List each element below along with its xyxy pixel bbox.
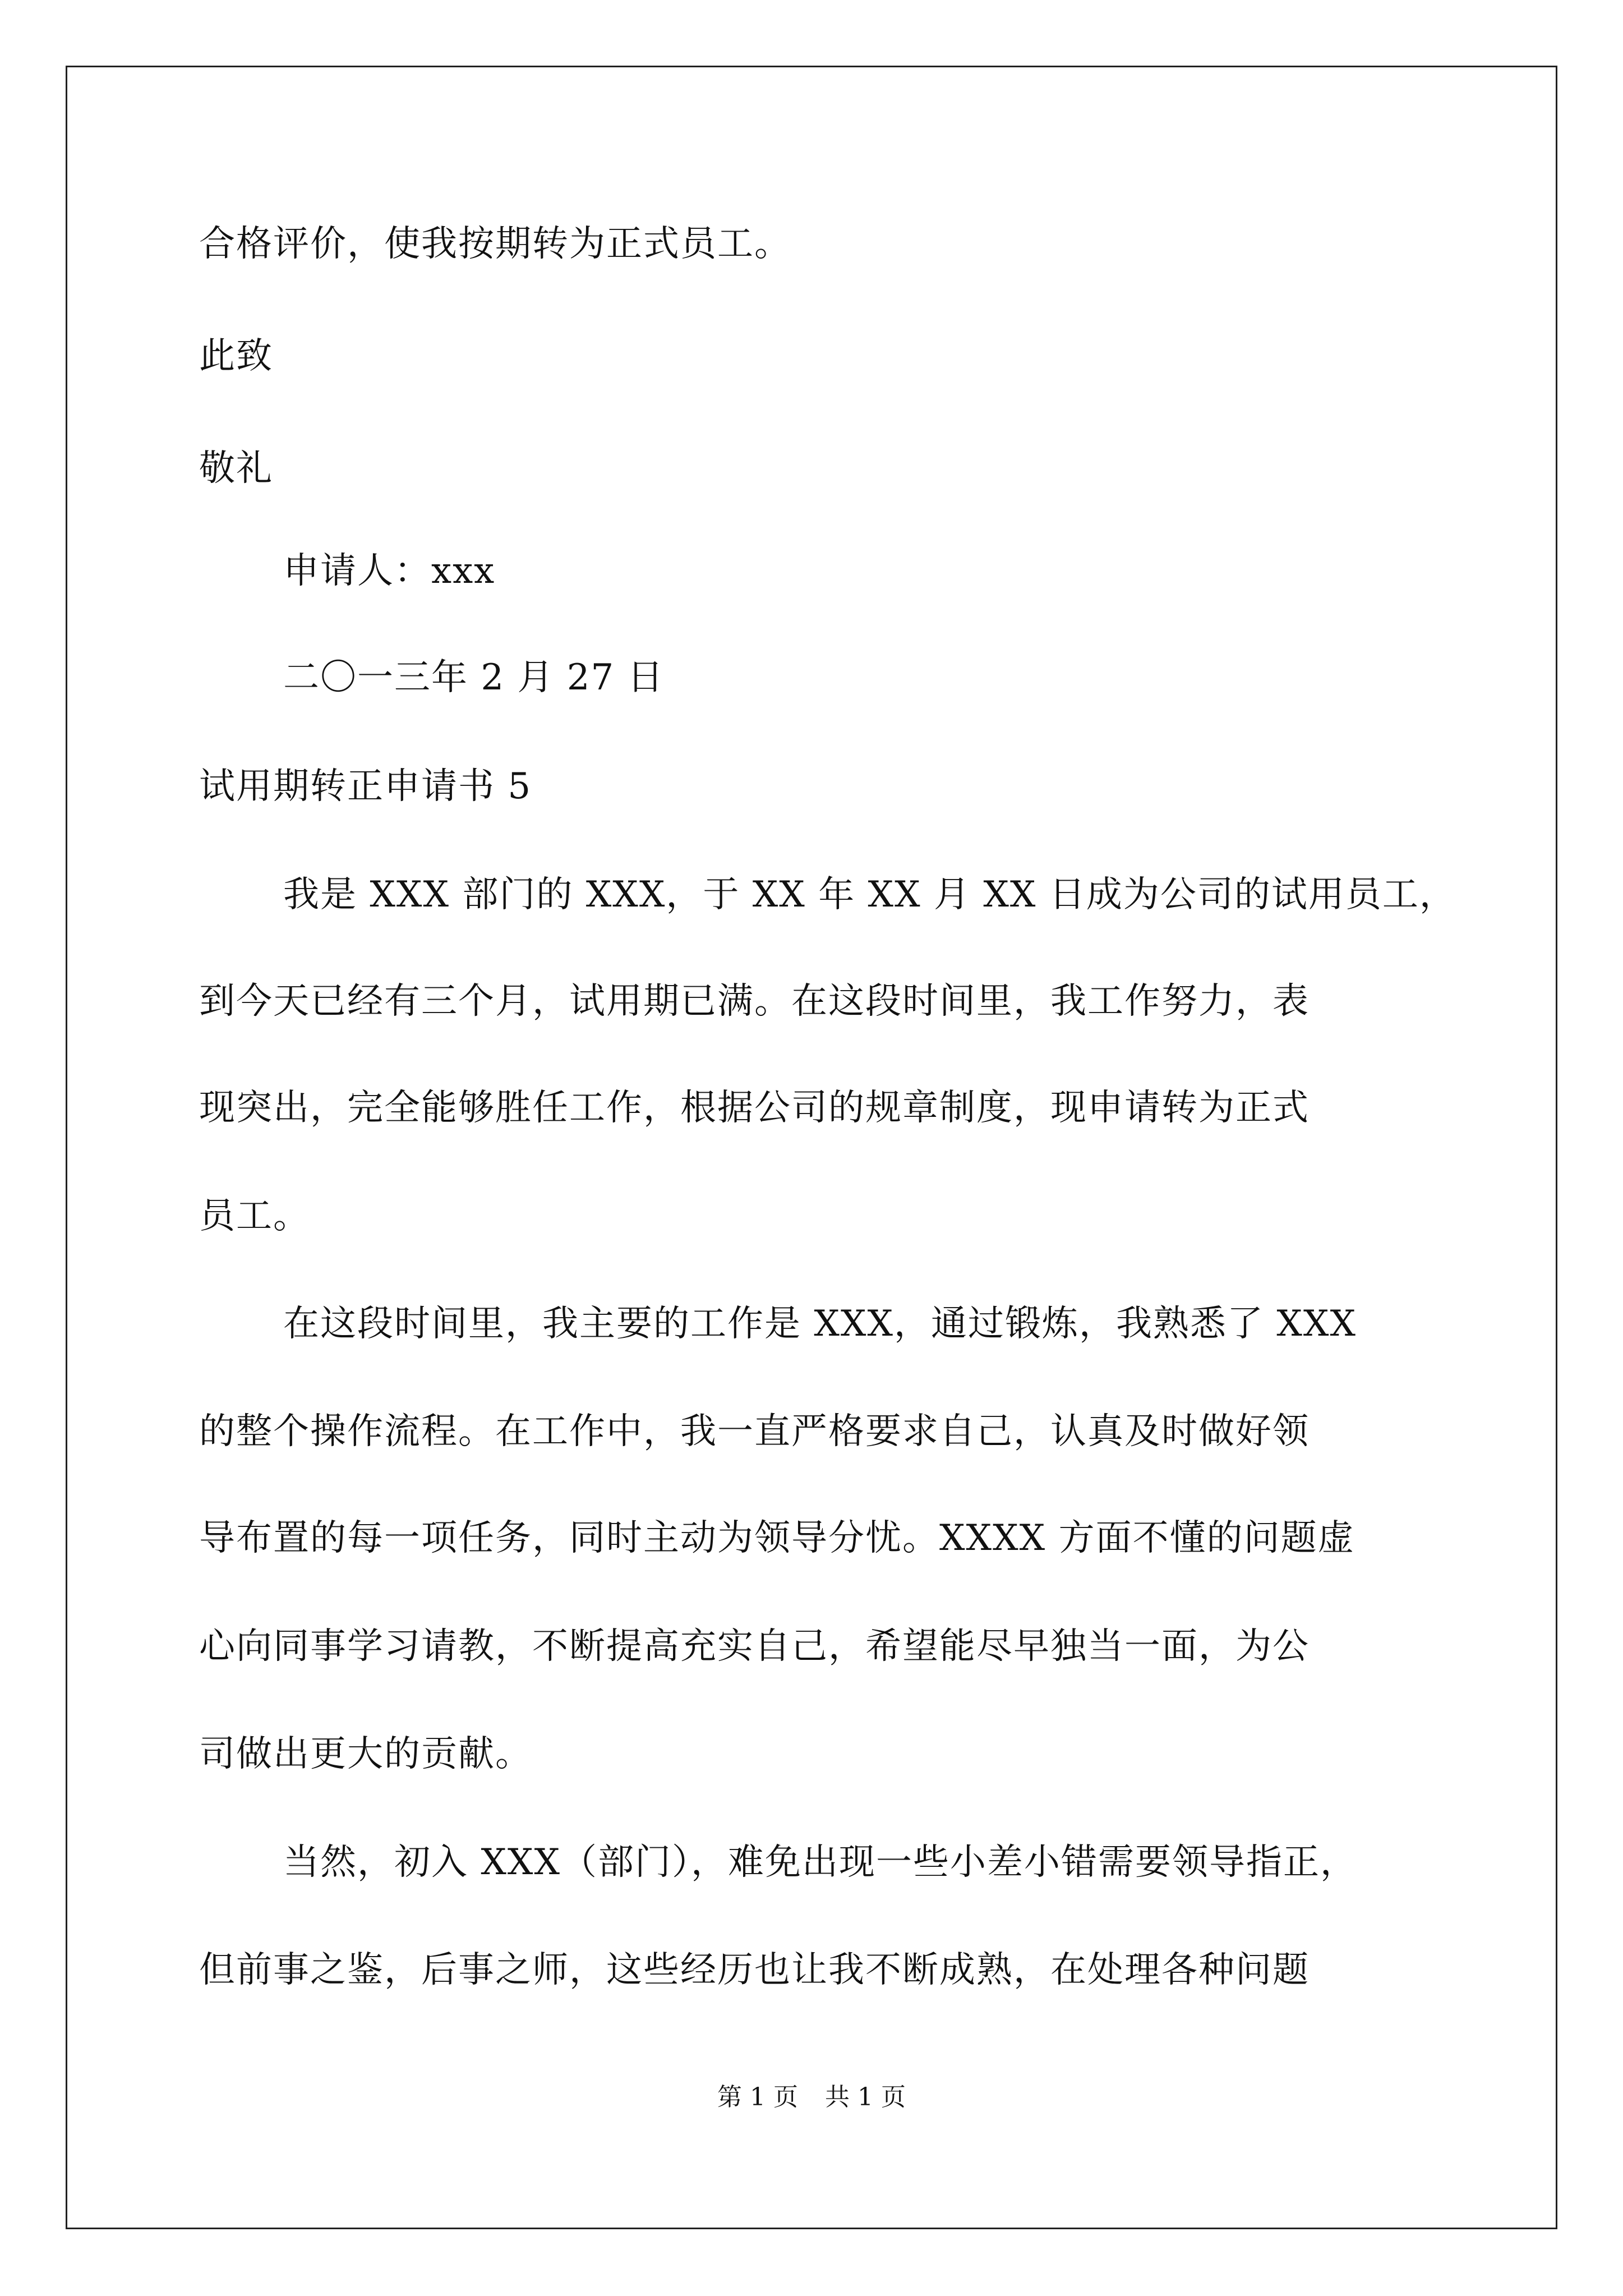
text-line-date: 二〇一三年 2 月 27 日 — [283, 657, 665, 698]
page-footer — [0, 2082, 1623, 2113]
text-line-regards: 敬礼 — [199, 448, 273, 489]
paragraph-line: 现突出，完全能够胜任工作，根据公司的规章制度，现申请转为正式 — [199, 1087, 1310, 1129]
text-line-closing-sentence: 合格评价，使我按期转为正式员工。 — [199, 223, 791, 265]
page-border — [66, 66, 1557, 2229]
paragraph-line: 但前事之鉴，后事之师，这些经历也让我不断成熟，在处理各种问题 — [199, 1949, 1310, 1991]
paragraph-line: 到今天已经有三个月，试用期已满。在这段时间里，我工作努力，表 — [199, 981, 1310, 1022]
paragraph-line: 导布置的每一项任务，同时主动为领导分忧。XXXX 方面不懂的问题虚 — [199, 1517, 1355, 1559]
page-number: 第 1 页 — [717, 2083, 798, 2111]
paragraph-line: 的整个操作流程。在工作中，我一直严格要求自己，认真及时做好领 — [199, 1411, 1310, 1452]
paragraph-line: 司做出更大的贡献。 — [199, 1733, 532, 1775]
paragraph-line: 我是 XXX 部门的 XXX，于 XX 年 XX 月 XX 日成为公司的试用员工， — [283, 874, 1456, 915]
paragraph-line: 员工。 — [199, 1195, 310, 1237]
paragraph-line: 心向同事学习请教，不断提高充实自己，希望能尽早独当一面，为公 — [199, 1626, 1310, 1667]
paragraph-line: 在这段时间里，我主要的工作是 XXX，通过锻炼，我熟悉了 XXX — [283, 1303, 1357, 1345]
section-heading: 试用期转正申请书 5 — [199, 766, 532, 807]
paragraph-line: 当然，初入 XXX（部门），难免出现一些小差小错需要领导指正， — [283, 1842, 1358, 1883]
text-line-applicant: 申请人：xxx — [283, 550, 496, 592]
text-line-salutation: 此致 — [199, 335, 273, 377]
page-total: 共 1 页 — [825, 2083, 906, 2111]
